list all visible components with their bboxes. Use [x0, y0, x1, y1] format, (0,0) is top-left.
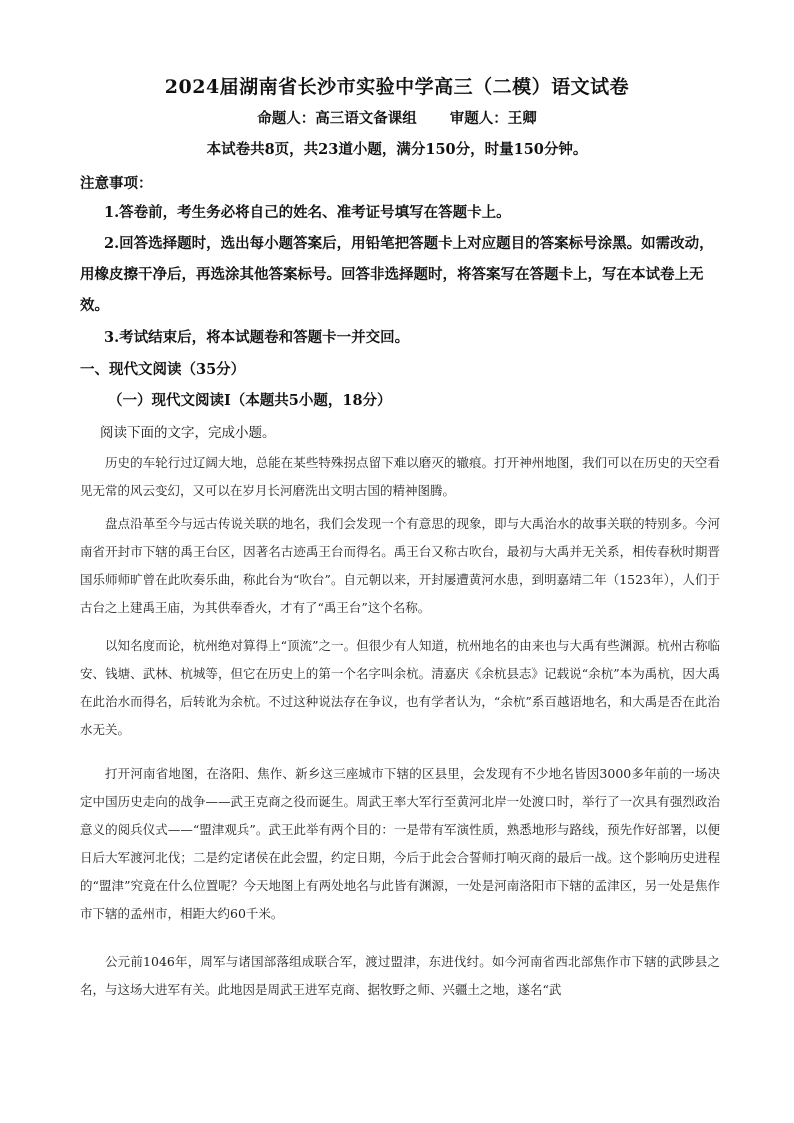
subsection-heading: （一）现代文阅读Ⅰ（本题共5小题，18分） — [108, 392, 392, 409]
notice-item-2: 2.回答选择题时，选出每小题答案后，用铅笔把答题卡上对应题目的答案标号涂黑。如需改动，用橡皮擦干净后，再选涂其他答案标号。回答非选择题时，将答案写在答题卡上，写在本试卷上无效。 — [80, 235, 714, 314]
notice-heading: 注意事项： — [80, 175, 153, 192]
passage-paragraph-2: 盘点沿革至今与远古传说关联的地名，我们会发现一个有意思的现象，即与大禹治水的故事关联的特别多。今河南省开封市下辖的禹王台区，因著名古迹禹王台而得名。禹王台又称古吹台，最初与大禹并无关系，相传春秋时期晋国乐师师旷曾在此吹奏乐曲，称此台为“吹台”。自元朝以来，开封屡遭黄河水患，到明嘉靖二年（1523年），人们于古台之上建禹王庙，为其供奉香火，才有了“禹王台”这个名称。 — [80, 516, 720, 615]
notice-item-3: 3.考试结束后，将本试题卷和答题卡一并交回。 — [104, 329, 410, 346]
passage-paragraph-1: 历史的车轮行过辽阔大地，总能在某些特殊拐点留下难以磨灭的辙痕。打开神州地图，我们可以在历史的天空看见无常的风云变幻，又可以在岁月长河磨洗出文明古国的精神图腾。 — [80, 455, 720, 498]
passage-paragraph-3: 以知名度而论，杭州绝对算得上“顶流”之一。但很少有人知道，杭州地名的由来也与大禹有些渊源。杭州古称临安、钱塘、武林、杭城等，但它在历史上的第一个名字叫余杭。清嘉庆《余杭县志》记载说“余杭”本为禹杭，因大禹在此治水而得名，后转讹为余杭。不过这种说法存在争议，也有学者认为，“余杭”系百越语地名，和大禹是否在此治水无关。 — [80, 638, 720, 737]
exam-info: 本试卷共8页，共23道小题，满分150分，时量150分钟。 — [206, 141, 588, 158]
reading-instruction: 阅读下面的文字，完成小题。 — [100, 425, 276, 441]
setter-text: 命题人：高三语文备课组 — [257, 110, 417, 127]
reviewer-text: 审题人：王卿 — [449, 110, 537, 127]
passage-paragraph-4: 打开河南省地图，在洛阳、焦作、新乡这三座城市下辖的区县里，会发现有不少地名皆因3000多年前的一场决定中国历史走向的战争——武王克商之役而诞生。周武王率大军行至黄河北岸一处渡口时，举行了一次具有强烈政治意义的阅兵仪式——“盟津观兵”。武王此举有两个目的：一是带有军演性质，熟悉地形与路线，预先作好部署，以便日后大军渡河北伐；二是约定诸侯在此会盟，约定日期，今后于此会合誓师打响灭商的最后一战。这个影响历史进程的“盟津”究竟在什么位置呢？今天地图上有两处地名与此皆有渊源，一处是河南洛阳市下辖的孟津区，另一处是焦作市下辖的孟州市，相距大约60千米。 — [80, 766, 720, 921]
notice-item-1: 1.答卷前，考生务必将自己的姓名、准考证号填写在答题卡上。 — [104, 204, 511, 221]
passage-paragraph-5: 公元前1046年，周军与诸国部落组成联合军，渡过盟津，东进伐纣。如今河南省西北部焦作市下辖的武陟县之名，与这场大进军有关。此地因是周武王进军克商、据牧野之师、兴疆土之地，遂名“武 — [80, 954, 720, 997]
exam-title: 2024届湖南省长沙市实验中学高三（二模）语文试卷 — [164, 76, 630, 98]
section-heading: 一、现代文阅读（35分） — [80, 361, 246, 378]
authors-line — [0, 107, 794, 128]
